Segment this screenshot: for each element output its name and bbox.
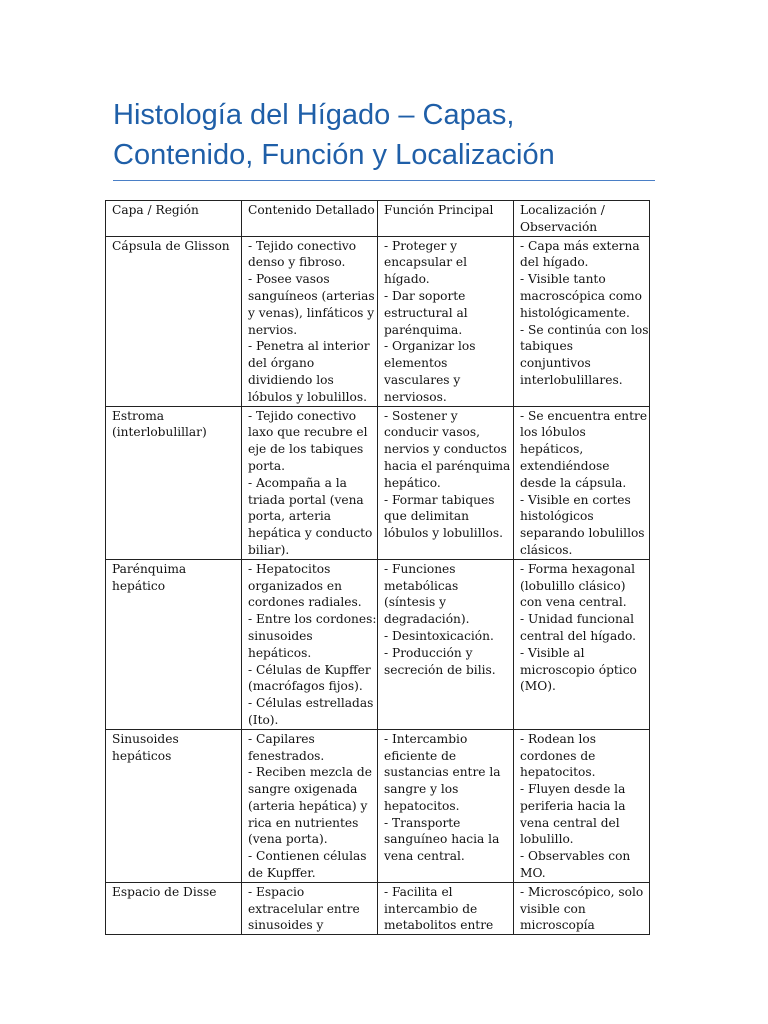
cell-line: encapsular el <box>384 255 468 270</box>
cell-location <box>514 236 650 406</box>
cell-function <box>378 236 514 406</box>
cell-line: metabolitos entre <box>384 918 494 933</box>
cell-line: - Producción y <box>384 645 473 660</box>
cell-line: Observación <box>520 219 598 234</box>
cell-line: - Tejido conectivo <box>248 408 357 423</box>
cell-line: lóbulos y lobulillos. <box>248 389 367 404</box>
cell-line: (MO). <box>520 679 556 694</box>
header-cell-content <box>242 201 378 237</box>
cell-line: denso y fibroso. <box>248 255 346 270</box>
cell-line: eficiente de <box>384 748 457 763</box>
cell-line: hepatocitos. <box>384 798 460 813</box>
cell-line: hepáticos <box>112 748 172 763</box>
cell-line: nervios y conductos <box>384 442 507 457</box>
cell-line: nervios. <box>248 322 298 337</box>
cell-line: - Organizar los <box>384 339 476 354</box>
cell-line: parénquima. <box>384 322 463 337</box>
cell-line: laxo que recubre el <box>248 425 368 440</box>
cell-line: dividiendo los <box>248 372 334 387</box>
cell-function <box>378 882 514 934</box>
cell-line: - Se continúa con los <box>520 322 649 337</box>
cell-line: - Formar tabiques <box>384 492 495 507</box>
cell-line: porta, arteria <box>248 509 332 524</box>
table-row <box>106 729 650 882</box>
cell-location <box>514 406 650 559</box>
cell-line: sanguíneo hacia la <box>384 832 500 847</box>
cell-line: porta. <box>248 458 286 473</box>
cell-line: histológicos <box>520 509 594 524</box>
cell-line: Espacio de Disse <box>112 884 217 899</box>
cell-line: extracelular entre <box>248 901 360 916</box>
header-cell-layer <box>106 201 242 237</box>
cell-line: Capa / Región <box>112 203 199 217</box>
cell-line: vena central del <box>520 815 620 830</box>
cell-line: hepático. <box>384 475 441 490</box>
cell-line: degradación). <box>384 612 470 627</box>
cell-line: sinusoides <box>248 628 313 643</box>
cell-function <box>378 729 514 882</box>
cell-line: central del hígado. <box>520 628 637 643</box>
cell-location <box>514 559 650 729</box>
cell-line: - Tejido conectivo <box>248 238 357 253</box>
cell-line: (macrófagos fijos). <box>248 679 363 694</box>
cell-line: secreción de bilis. <box>384 662 496 677</box>
cell-layer <box>106 406 242 559</box>
cell-line: interlobulillares. <box>520 372 623 387</box>
cell-line: cordones radiales. <box>248 595 362 610</box>
cell-line: clásicos. <box>520 542 573 557</box>
cell-line: - Visible tanto <box>520 272 606 287</box>
cell-line: (lobulillo clásico) <box>520 578 626 593</box>
table-row <box>106 236 650 406</box>
cell-line: del órgano <box>248 356 315 371</box>
cell-line: de Kupffer. <box>248 866 316 881</box>
cell-line: - Hepatocitos <box>248 561 331 576</box>
cell-line: - Células de Kupffer <box>248 662 371 677</box>
cell-line: sangre y los <box>384 782 459 797</box>
cell-layer <box>106 729 242 882</box>
cell-line: cordones de <box>520 748 596 763</box>
cell-line: lóbulos y lobulillos. <box>384 526 503 541</box>
table-header-row <box>106 201 650 237</box>
cell-line: triada portal (vena <box>248 492 364 507</box>
cell-line: Cápsula de Glisson <box>112 238 230 253</box>
document-title <box>113 95 673 175</box>
cell-line: hígado. <box>384 272 430 287</box>
cell-line: Localización / <box>520 203 605 217</box>
cell-line: Contenido Detallado <box>248 203 375 217</box>
header-cell-function <box>378 201 514 237</box>
cell-line: Parénquima <box>112 561 187 576</box>
cell-line: hepáticos, <box>520 442 584 457</box>
cell-line: - Intercambio <box>384 731 468 746</box>
cell-line: separando lobulillos <box>520 526 645 541</box>
cell-line: fenestrados. <box>248 748 325 763</box>
cell-content <box>242 236 378 406</box>
cell-line: microscopio óptico <box>520 662 637 677</box>
cell-line: sanguíneos (arterias <box>248 288 375 303</box>
cell-line: histológicamente. <box>520 305 630 320</box>
cell-line: - Contienen células <box>248 849 367 864</box>
cell-line: (vena porta). <box>248 832 328 847</box>
cell-line: - Sostener y <box>384 408 458 423</box>
cell-line: - Capa más externa <box>520 238 640 253</box>
cell-line: lobulillo. <box>520 832 574 847</box>
cell-line: - Unidad funcional <box>520 612 635 627</box>
table-body <box>106 236 650 935</box>
cell-line: - Penetra al interior <box>248 339 370 354</box>
cell-function <box>378 406 514 559</box>
title-underline <box>113 180 655 181</box>
histology-table <box>105 200 650 935</box>
cell-line: elementos <box>384 356 448 371</box>
cell-line: - Entre los cordones: <box>248 612 377 627</box>
cell-line: rica en nutrientes <box>248 815 359 830</box>
cell-line: organizados en <box>248 578 342 593</box>
cell-line: con vena central. <box>520 595 627 610</box>
cell-line: los lóbulos <box>520 425 586 440</box>
cell-line: (interlobulillar) <box>112 425 207 440</box>
cell-line: eje de los tabiques <box>248 442 364 457</box>
cell-line: nerviosos. <box>384 389 447 404</box>
cell-layer <box>106 559 242 729</box>
cell-line: - Visible en cortes <box>520 492 631 507</box>
cell-line: - Dar soporte <box>384 288 466 303</box>
cell-line: - Se encuentra entre <box>520 408 648 423</box>
cell-line: - Reciben mezcla de <box>248 765 372 780</box>
cell-line: hepáticos. <box>248 645 312 660</box>
cell-line: - Acompaña a la <box>248 475 347 490</box>
cell-location <box>514 882 650 934</box>
cell-line: intercambio de <box>384 901 478 916</box>
cell-line: - Capilares <box>248 731 315 746</box>
cell-line: metabólicas <box>384 578 459 593</box>
cell-line: del hígado. <box>520 255 589 270</box>
cell-line: que delimitan <box>384 509 470 524</box>
cell-line: - Transporte <box>384 815 461 830</box>
cell-line: y venas), linfáticos y <box>248 305 375 320</box>
cell-line: - Microscópico, solo <box>520 884 644 899</box>
cell-line: (arteria hepática) y <box>248 798 368 813</box>
cell-line: (Ito). <box>248 712 279 727</box>
cell-content <box>242 559 378 729</box>
cell-line: hacia el parénquima <box>384 458 511 473</box>
table-row <box>106 559 650 729</box>
cell-line: Sinusoides <box>112 731 179 746</box>
table-row <box>106 406 650 559</box>
cell-line: - Células estrelladas <box>248 696 374 711</box>
cell-line: sustancias entre la <box>384 765 501 780</box>
cell-line: desde la cápsula. <box>520 475 627 490</box>
cell-line: - Proteger y <box>384 238 458 253</box>
cell-line: - Forma hexagonal <box>520 561 635 576</box>
header-cell-location <box>514 201 650 237</box>
cell-line: periferia hacia la <box>520 798 626 813</box>
cell-content <box>242 882 378 934</box>
title-line-1: Histología del Hígado – Capas, <box>113 99 515 131</box>
cell-line: extendiéndose <box>520 458 610 473</box>
cell-line: - Desintoxicación. <box>384 628 494 643</box>
cell-line: visible con <box>520 901 586 916</box>
cell-function <box>378 559 514 729</box>
cell-layer <box>106 882 242 934</box>
cell-line: biliar). <box>248 542 290 557</box>
cell-content <box>242 406 378 559</box>
cell-line: conjuntivos <box>520 356 591 371</box>
cell-content <box>242 729 378 882</box>
cell-line: hepático <box>112 578 166 593</box>
cell-line: hepatocitos. <box>520 765 596 780</box>
cell-line: estructural al <box>384 305 468 320</box>
cell-line: Función Principal <box>384 203 494 217</box>
cell-line: sangre oxigenada <box>248 782 358 797</box>
cell-line: microscopía <box>520 918 595 933</box>
cell-line: MO. <box>520 866 546 881</box>
cell-layer <box>106 236 242 406</box>
cell-line: vena central. <box>384 849 465 864</box>
cell-line: - Rodean los <box>520 731 596 746</box>
cell-line: - Posee vasos <box>248 272 330 287</box>
cell-line: Estroma <box>112 408 165 423</box>
cell-line: macroscópica como <box>520 288 642 303</box>
cell-line: hepática y conducto <box>248 526 373 541</box>
table-row <box>106 882 650 934</box>
cell-line: sinusoides y <box>248 918 324 933</box>
cell-line: - Funciones <box>384 561 456 576</box>
cell-line: - Observables con <box>520 849 631 864</box>
title-line-2: Contenido, Función y Localización <box>113 139 555 171</box>
cell-location <box>514 729 650 882</box>
cell-line: (síntesis y <box>384 595 447 610</box>
cell-line: - Fluyen desde la <box>520 782 626 797</box>
cell-line: tabiques <box>520 339 573 354</box>
cell-line: conducir vasos, <box>384 425 480 440</box>
cell-line: - Espacio <box>248 884 305 899</box>
cell-line: - Visible al <box>520 645 585 660</box>
cell-line: vasculares y <box>384 372 461 387</box>
cell-line: - Facilita el <box>384 884 453 899</box>
